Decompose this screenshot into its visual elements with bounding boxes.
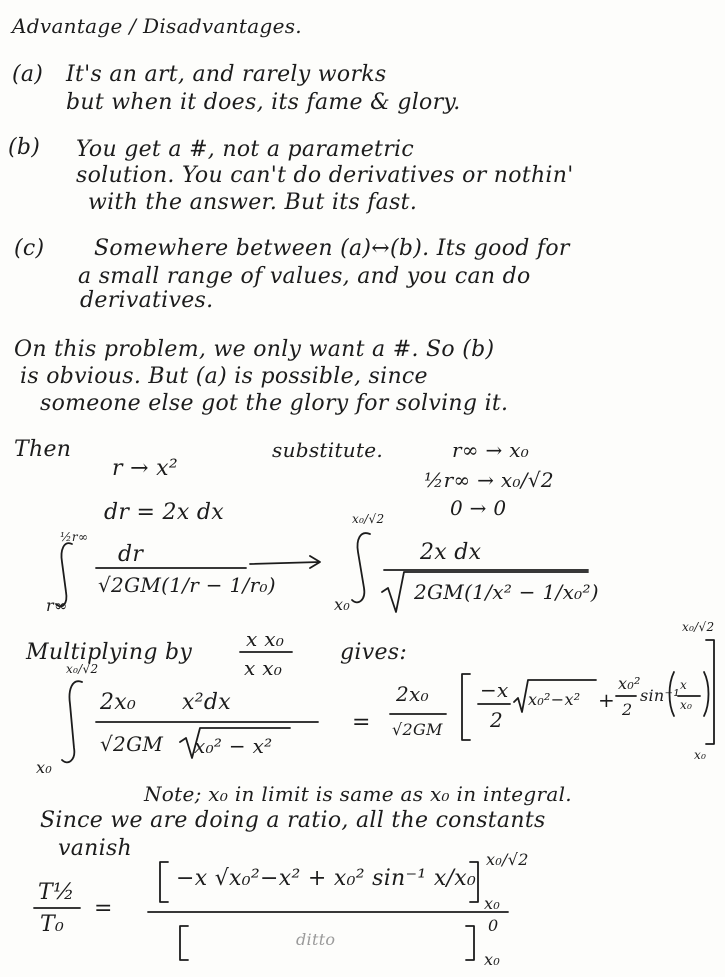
substitute-label: substitute. <box>272 438 384 462</box>
ratio-top-upper: x₀/√2 <box>486 850 529 869</box>
ratio-lhs-num: T½ <box>38 880 75 905</box>
result-term1-num: −x <box>480 678 509 702</box>
ratio-top: −x √x₀²−x² + x₀² sin⁻¹ x/x₀ <box>176 866 477 891</box>
int2-den: 2GM(1/x² − 1/x₀²) <box>414 580 599 604</box>
result-arg-den: x₀ <box>680 698 693 712</box>
item-b-marker: (b) <box>8 135 41 160</box>
transform-arrow <box>250 556 320 568</box>
result-coef-num: 2x₀ <box>396 682 429 706</box>
result-term1-root: x₀²−x² <box>528 690 581 709</box>
item-b-line-1: You get a #, not a parametric <box>76 137 414 162</box>
result-lower-limit: x₀ <box>694 748 707 762</box>
item-a-marker: (a) <box>12 62 44 87</box>
result-equals: = <box>352 710 371 735</box>
result-coef-den: √2GM <box>392 720 443 739</box>
item-c-marker: (c) <box>14 236 45 261</box>
item-c-line-2: a small range of values, and you can do <box>78 264 531 289</box>
int2-num: 2x dx <box>420 540 482 565</box>
result-plus: + <box>598 688 616 712</box>
limit-3: 0 → 0 <box>450 496 507 520</box>
ratio-lhs-den: T₀ <box>40 912 65 937</box>
integral-sign-2 <box>352 533 370 602</box>
item-c-line-3: derivatives. <box>80 288 214 313</box>
item-a-line-1: It's an art, and rarely works <box>66 62 387 87</box>
sub-r: r → x² <box>112 456 178 481</box>
mult-frac-den: x x₀ <box>244 656 283 680</box>
result-term2-num: x₀² <box>618 674 641 693</box>
result-arg-num: x <box>680 678 688 692</box>
int1-den: √2GM(1/r − 1/r₀) <box>98 573 276 597</box>
integral-sign-3 <box>62 681 82 762</box>
problem-line-3: someone else got the glory for solving it. <box>40 391 509 416</box>
item-b-line-3: with the answer. But its fast. <box>88 190 418 215</box>
note-text: Note; x₀ in limit is same as x₀ in integral. <box>144 782 572 806</box>
then-label: Then <box>14 437 72 462</box>
since-line-2: vanish <box>58 836 133 861</box>
gives-label: gives: <box>340 640 408 665</box>
item-a-line-2: but when it does, its fame & glory. <box>66 90 461 115</box>
result-upper-limit: x₀/√2 <box>682 620 715 634</box>
int3-num: x²dx <box>182 690 231 715</box>
mult-frac-num: x x₀ <box>246 627 285 651</box>
ratio-bottom-ditto: ditto <box>296 930 336 949</box>
since-line-1: Since we are doing a ratio, all the constants <box>40 808 546 833</box>
result-term2-den: 2 <box>622 700 633 719</box>
page-title: Advantage / Disadvantages. <box>12 14 302 38</box>
ratio-bottom-left-bracket <box>180 926 188 960</box>
int2-upper: x₀/√2 <box>352 512 385 526</box>
int3-lower: x₀ <box>36 758 53 777</box>
ratio-bottom-right-bracket <box>466 926 474 960</box>
result-sin: sin⁻¹ <box>640 686 680 705</box>
ratio-bottom-lower: x₀ <box>484 950 501 969</box>
limit-1: r∞ → x₀ <box>452 438 530 462</box>
int1-num: dr <box>118 542 144 567</box>
multiplying-label: Multiplying by <box>26 640 193 665</box>
limit-2: ½r∞ → x₀/√2 <box>424 468 554 492</box>
ratio-equals: = <box>94 896 113 921</box>
ratio-bottom-upper: 0 <box>488 916 499 935</box>
int1-lower: r∞ <box>46 596 68 615</box>
ratio-top-lower: x₀ <box>484 894 501 913</box>
int3-upper: x₀/√2 <box>66 662 99 676</box>
result-left-bracket <box>462 674 470 740</box>
int1-upper: ½r∞ <box>60 530 89 544</box>
ratio-top-left-bracket <box>160 862 168 902</box>
int3-den1: √2GM <box>100 732 164 756</box>
int2-lower: x₀ <box>334 595 351 614</box>
int3-coef: 2x₀ <box>100 690 137 715</box>
problem-line-2: is obvious. But (a) is possible, since <box>20 364 428 389</box>
problem-line-1: On this problem, we only want a #. So (b) <box>14 337 495 362</box>
result-term1-den: 2 <box>490 708 504 732</box>
int3-den2: x₀² − x² <box>194 734 273 758</box>
sub-dr: dr = 2x dx <box>104 500 224 525</box>
result-right-bracket <box>706 640 714 744</box>
item-c-line-1: Somewhere between (a)↔(b). Its good for <box>94 236 570 261</box>
item-b-line-2: solution. You can't do derivatives or nothin' <box>76 163 574 188</box>
